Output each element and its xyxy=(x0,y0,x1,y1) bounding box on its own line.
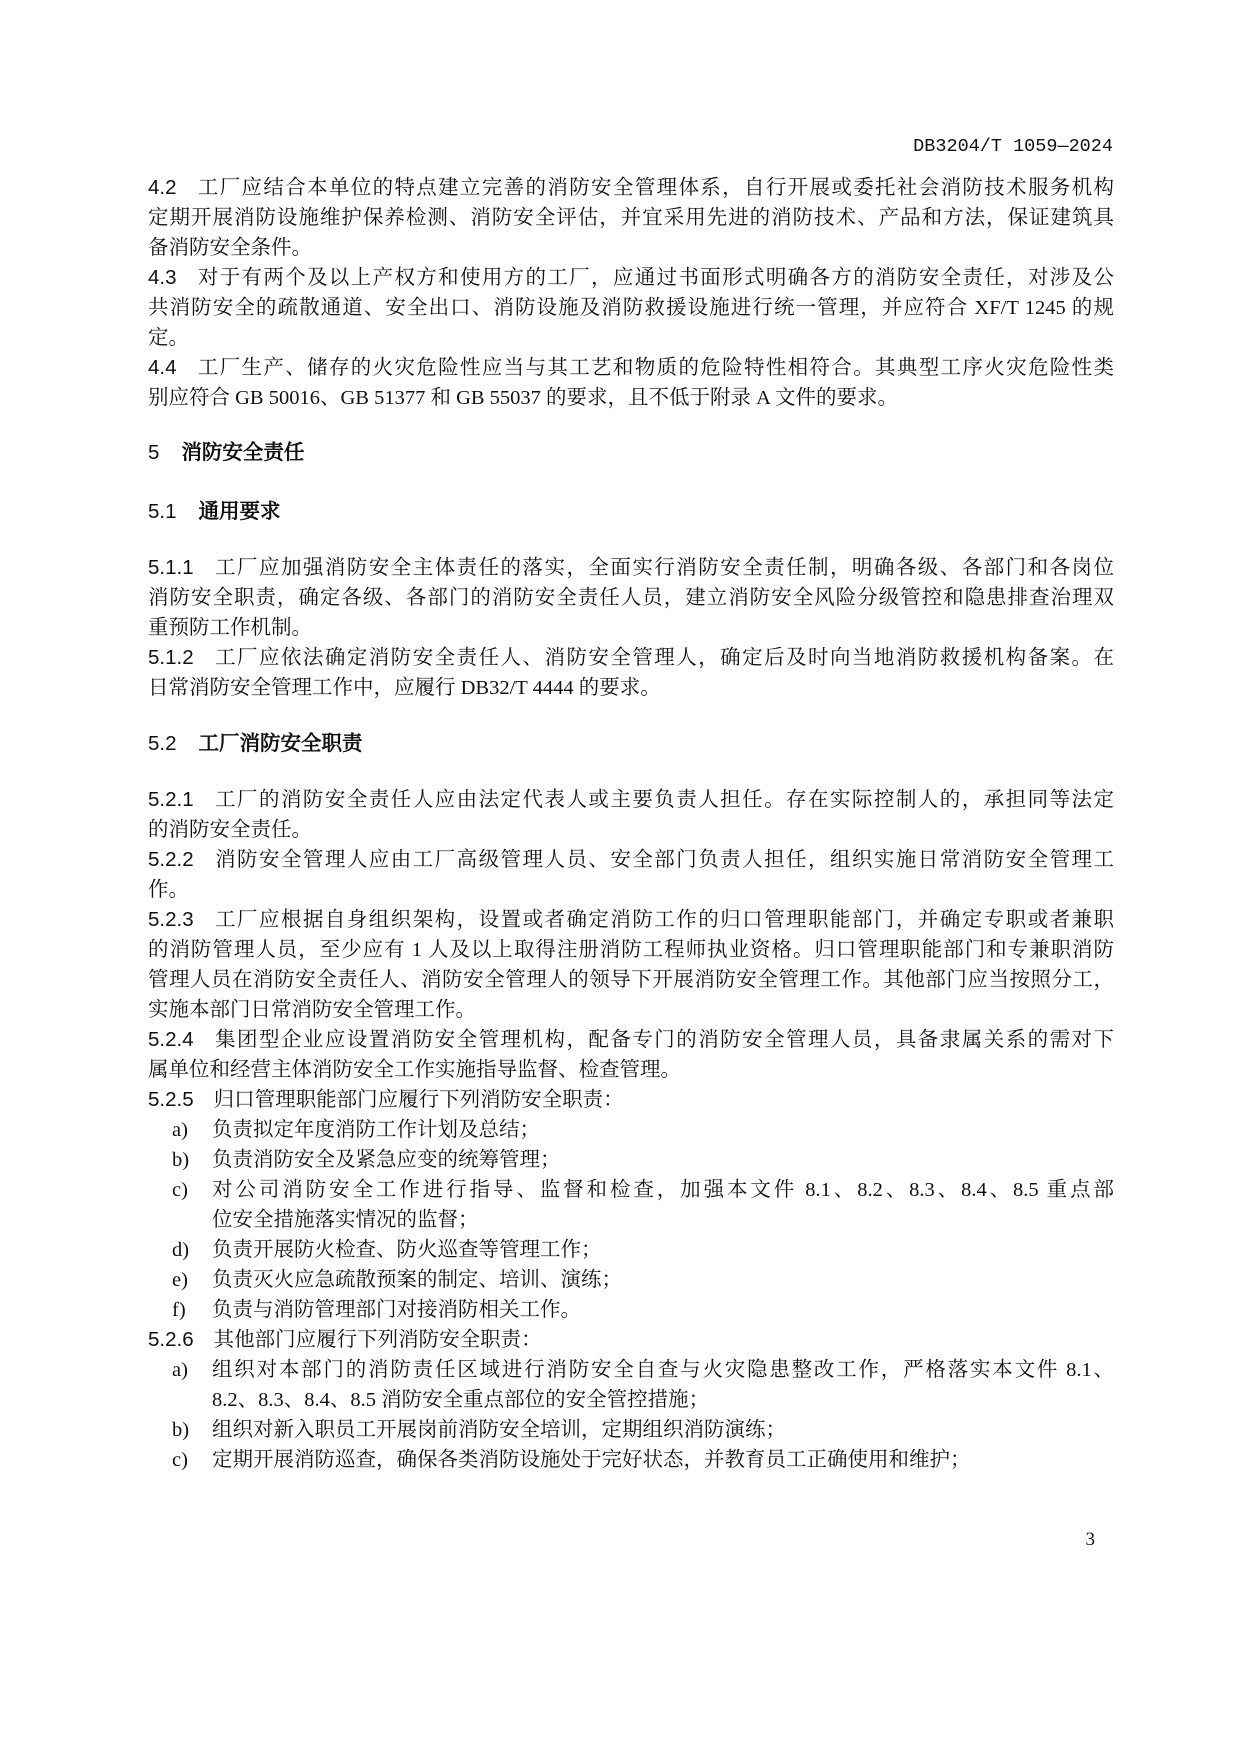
subsection-heading-5-2 xyxy=(148,729,1114,759)
clause-5-2-4 xyxy=(148,1025,1114,1085)
clause-line xyxy=(148,845,1114,875)
page-number: 3 xyxy=(1085,1529,1095,1550)
clause-text: 对于有两个及以上产权方和使用方的工厂，应通过书面形式明确各方的消防安全责任，对涉及公 xyxy=(196,267,1114,289)
list-item-label: b) xyxy=(172,1419,190,1441)
clause-line xyxy=(148,173,1114,203)
list-item-label: e) xyxy=(172,1269,188,1291)
subsection-heading-5-1 xyxy=(148,497,1114,527)
list-item-body xyxy=(212,1295,1114,1325)
clause-line xyxy=(148,785,1114,815)
clause-line: 管理人员在消防安全责任人、消防安全管理人的领导下开展消防安全管理工作。其他部门应当按照分工， xyxy=(148,969,1114,991)
clause-line: 定期开展消防设施维护保养检测、消防安全评估，并宜采用先进的消防技术、产品和方法，保证建筑具 xyxy=(148,207,1114,229)
list-item-body xyxy=(212,1115,1114,1145)
clause-number: 5.2.4 xyxy=(148,1028,194,1051)
list-item-label: a) xyxy=(172,1119,188,1141)
clause-line xyxy=(148,353,1114,383)
list-item xyxy=(148,1115,1114,1145)
clause-5-2-1 xyxy=(148,785,1114,845)
clause-number: 5.1.1 xyxy=(148,556,194,579)
clause-line xyxy=(148,553,1114,583)
clause-text: 工厂应根据自身组织架构，设置或者确定消防工作的归口管理职能部门，并确定专职或者兼职 xyxy=(213,909,1114,931)
clause-5-1-2 xyxy=(148,643,1114,703)
list-item xyxy=(148,1295,1114,1325)
clause-4-4 xyxy=(148,353,1114,413)
clause-text: 消防安全管理人应由工厂高级管理人员、安全部门负责人担任，组织实施日常消防安全管理工 xyxy=(213,849,1114,871)
list-item-label: f) xyxy=(172,1299,186,1321)
clause-4-3 xyxy=(148,263,1114,353)
clause-text: 归口管理职能部门应履行下列消防安全职责： xyxy=(213,1089,624,1111)
list-item-line: 负责与消防管理部门对接消防相关工作。 xyxy=(212,1299,581,1321)
list-item-label: a) xyxy=(172,1359,188,1381)
clause-line: 别应符合 GB 50016、GB 51377 和 GB 55037 的要求，且不低于附录 A 文件的要求。 xyxy=(148,387,898,409)
clause-5-2-2 xyxy=(148,845,1114,905)
list-item-line: 8.2、8.3、8.4、8.5 消防安全重点部位的安全管控措施； xyxy=(212,1389,710,1411)
clause-text: 工厂应加强消防安全主体责任的落实，全面实行消防安全责任制，明确各级、各部门和各岗位 xyxy=(213,557,1114,579)
clause-number: 5.2.2 xyxy=(148,848,194,871)
list-item-label: d) xyxy=(172,1239,190,1261)
clause-number: 5.2.3 xyxy=(148,908,194,931)
clause-line xyxy=(148,643,1114,673)
list-item-line: 负责拟定年度消防工作计划及总结； xyxy=(212,1119,540,1141)
list-item-line: 对公司消防安全工作进行指导、监督和检查，加强本文件 8.1、8.2、8.3、8.4、8.5 重点部 xyxy=(212,1179,1114,1201)
clause-number: 5.2.5 xyxy=(148,1088,194,1111)
list-item-label: b) xyxy=(172,1149,190,1171)
clause-5-2-5 xyxy=(148,1085,1114,1325)
clause-line: 属单位和经营主体消防安全工作实施指导监督、检查管理。 xyxy=(148,1059,681,1081)
clause-number: 5.1.2 xyxy=(148,646,194,669)
clause-text: 工厂应结合本单位的特点建立完善的消防安全管理体系，自行开展或委托社会消防技术服务机构 xyxy=(196,177,1114,199)
heading-number: 5 xyxy=(148,441,160,464)
list-item-line: 位安全措施落实情况的监督； xyxy=(212,1209,479,1231)
clause-line: 消防安全职责，确定各级、各部门的消防安全责任人员，建立消防安全风险分级管控和隐患排查治理双 xyxy=(148,587,1114,609)
clause-number: 4.2 xyxy=(148,176,177,199)
clause-line: 的消防安全责任。 xyxy=(148,819,312,841)
list-item xyxy=(148,1145,1114,1175)
list-item xyxy=(148,1355,1114,1415)
list-item-line: 定期开展消防巡查，确保各类消防设施处于完好状态，并教育员工正确使用和维护； xyxy=(212,1449,971,1471)
list-item-body xyxy=(212,1145,1114,1175)
clause-text: 工厂生产、储存的火灾危险性应当与其工艺和物质的危险特性相符合。其典型工序火灾危险性类 xyxy=(196,357,1114,379)
clause-line xyxy=(148,1025,1114,1055)
list-item-line: 组织对新入职员工开展岗前消防安全培训，定期组织消防演练； xyxy=(212,1419,786,1441)
clause-number: 4.4 xyxy=(148,356,177,379)
clause-text: 工厂应依法确定消防安全责任人、消防安全管理人，确定后及时向当地消防救援机构备案。在 xyxy=(213,647,1114,669)
clause-text: 集团型企业应设置消防安全管理机构，配备专门的消防安全管理人员，具备隶属关系的需对下 xyxy=(213,1029,1114,1051)
list-item-label: c) xyxy=(172,1179,188,1201)
list-item-body xyxy=(212,1175,1114,1235)
list-item-line: 组织对本部门的消防责任区域进行消防安全自查与火灾隐患整改工作，严格落实本文件 8.1、 xyxy=(212,1359,1114,1381)
document-code: DB3204/T 1059—2024 xyxy=(913,136,1113,157)
list-item-line: 负责开展防火检查、防火巡查等管理工作； xyxy=(212,1239,602,1261)
clause-line: 定。 xyxy=(148,327,189,349)
clause-line xyxy=(148,263,1114,293)
clause-line: 作。 xyxy=(148,879,189,901)
clause-line: 实施本部门日常消防安全管理工作。 xyxy=(148,999,476,1021)
clause-line xyxy=(148,1325,1114,1355)
heading-title: 工厂消防安全职责 xyxy=(198,732,363,755)
clause-5-2-3 xyxy=(148,905,1114,1025)
clause-4-2 xyxy=(148,173,1114,263)
list-item-body xyxy=(212,1445,1114,1475)
list-item-body xyxy=(212,1355,1114,1415)
heading-title: 通用要求 xyxy=(198,500,281,523)
heading-number: 5.1 xyxy=(148,500,177,523)
list-item xyxy=(148,1445,1114,1475)
list-item xyxy=(148,1175,1114,1235)
list-item xyxy=(148,1265,1114,1295)
clause-5-2-6 xyxy=(148,1325,1114,1475)
heading-title: 消防安全责任 xyxy=(181,441,305,464)
list-item-body xyxy=(212,1235,1114,1265)
clause-line xyxy=(148,1085,1114,1115)
clause-text: 工厂的消防安全责任人应由法定代表人或主要负责人担任。存在实际控制人的，承担同等法定 xyxy=(213,789,1114,811)
section-heading-5 xyxy=(148,438,1114,468)
clause-number: 4.3 xyxy=(148,266,177,289)
clause-5-1-1 xyxy=(148,553,1114,643)
list-item-body xyxy=(212,1265,1114,1295)
clause-line: 的消防管理人员，至少应有 1 人及以上取得注册消防工程师执业资格。归口管理职能部门和专兼职消防 xyxy=(148,939,1114,961)
clause-line: 重预防工作机制。 xyxy=(148,617,312,639)
heading-number: 5.2 xyxy=(148,732,177,755)
clause-number: 5.2.6 xyxy=(148,1328,194,1351)
clause-number: 5.2.1 xyxy=(148,788,194,811)
clause-line: 备消防安全条件。 xyxy=(148,237,312,259)
clause-line xyxy=(148,905,1114,935)
list-item xyxy=(148,1235,1114,1265)
clause-text: 其他部门应履行下列消防安全职责： xyxy=(213,1329,542,1351)
list-item-label: c) xyxy=(172,1449,188,1471)
list-item-line: 负责灭火应急疏散预案的制定、培训、演练； xyxy=(212,1269,622,1291)
clause-line: 共消防安全的疏散通道、安全出口、消防设施及消防救援设施进行统一管理，并应符合 XF/T 1245 的规 xyxy=(148,297,1114,319)
list-item xyxy=(148,1415,1114,1445)
list-item-body xyxy=(212,1415,1114,1445)
clause-line: 日常消防安全管理工作中，应履行 DB32/T 4444 的要求。 xyxy=(148,677,661,699)
list-item-line: 负责消防安全及紧急应变的统筹管理； xyxy=(212,1149,561,1171)
page-body xyxy=(148,173,1114,1475)
